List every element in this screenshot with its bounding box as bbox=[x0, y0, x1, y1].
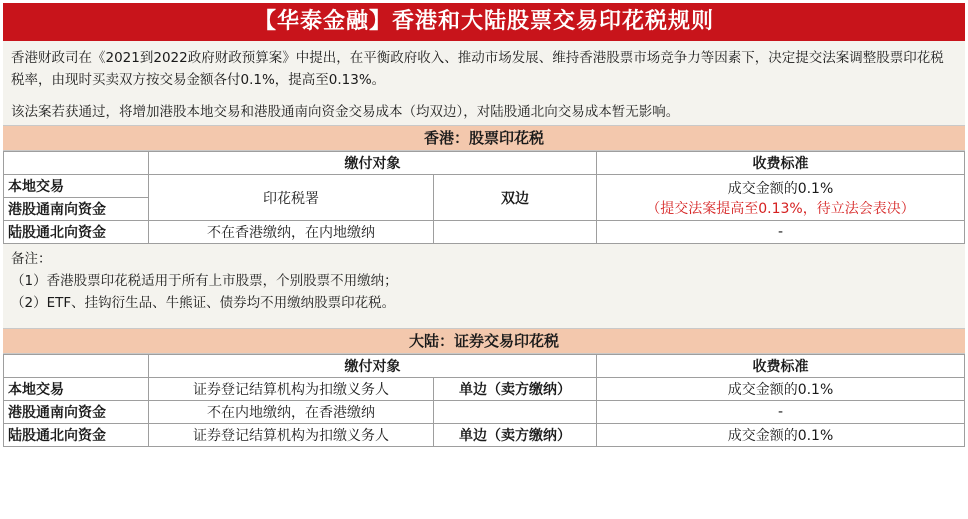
direction-cell: 双边 bbox=[434, 175, 597, 221]
row-label-south: 港股通南向资金 bbox=[4, 401, 149, 424]
row-label-local: 本地交易 bbox=[4, 378, 149, 401]
col-header-fee: 收费标准 bbox=[597, 152, 965, 175]
payer-cell: 印花税署 bbox=[149, 175, 434, 221]
fee-cell bbox=[597, 175, 965, 221]
direction-cell bbox=[434, 401, 597, 424]
intro-line-2: 该法案若获通过，将增加港股本地交易和港股通南向资金交易成本（均双边），对陆股通北向交易成本暂无影响。 bbox=[11, 104, 680, 120]
section-spacer bbox=[3, 320, 965, 328]
intro-paragraph bbox=[3, 41, 965, 125]
fee-main-text: 成交金额的0.1% bbox=[727, 180, 834, 197]
direction-cell: 单边（卖方缴纳） bbox=[434, 378, 597, 401]
row-label-north: 陆股通北向资金 bbox=[4, 221, 149, 244]
cn-stamp-duty-table bbox=[3, 354, 965, 447]
table-row bbox=[4, 424, 965, 447]
intro-line-1: 香港财政司在《2021到2022政府财政预算案》中提出，在平衡政府收入、推动市场发展、维持香港股票市场竞争力等因素下，决定提交法案调整股票印花税税率，由现时买卖双方按交易金额各付0.1%，提高至0.13%。 bbox=[11, 50, 944, 88]
col-header-fee: 收费标准 bbox=[597, 355, 965, 378]
payer-cell: 不在内地缴纳，在香港缴纳 bbox=[149, 401, 434, 424]
notes-block bbox=[3, 244, 965, 320]
hk-stamp-duty-table bbox=[3, 151, 965, 244]
payer-cell: 不在香港缴纳，在内地缴纳 bbox=[149, 221, 434, 244]
notes-item-1: （1）香港股票印花税适用于所有上市股票，个别股票不用缴纳； bbox=[11, 273, 398, 289]
page-title: 【华泰金融】香港和大陆股票交易印花税规则 bbox=[3, 3, 965, 41]
table-header-row bbox=[4, 152, 965, 175]
fee-cell: 成交金额的0.1% bbox=[597, 424, 965, 447]
row-label-north: 陆股通北向资金 bbox=[4, 424, 149, 447]
notes-item-2: （2）ETF、挂钩衍生品、牛熊证、债券均不用缴纳股票印花税。 bbox=[11, 295, 396, 311]
notes-label: 备注： bbox=[11, 251, 52, 267]
col-header-payer: 缴付对象 bbox=[149, 355, 597, 378]
direction-cell: 单边（卖方缴纳） bbox=[434, 424, 597, 447]
table-row bbox=[4, 221, 965, 244]
payer-cell: 证券登记结算机构为扣缴义务人 bbox=[149, 378, 434, 401]
document-page bbox=[3, 3, 965, 519]
fee-cell: - bbox=[597, 221, 965, 244]
row-label-south: 港股通南向资金 bbox=[4, 198, 149, 221]
table-row bbox=[4, 378, 965, 401]
fee-cell: 成交金额的0.1% bbox=[597, 378, 965, 401]
payer-cell: 证券登记结算机构为扣缴义务人 bbox=[149, 424, 434, 447]
table-header-row bbox=[4, 355, 965, 378]
table-row bbox=[4, 401, 965, 424]
row-label-local: 本地交易 bbox=[4, 175, 149, 198]
fee-note-text: （提交法案提高至0.13%，待立法会表决） bbox=[646, 200, 915, 217]
table-row bbox=[4, 175, 965, 198]
hk-section-heading: 香港：股票印花税 bbox=[3, 125, 965, 151]
col-header-payer: 缴付对象 bbox=[149, 152, 597, 175]
direction-cell bbox=[434, 221, 597, 244]
header-blank-cell bbox=[4, 355, 149, 378]
cn-section-heading: 大陆：证券交易印花税 bbox=[3, 328, 965, 354]
fee-cell: - bbox=[597, 401, 965, 424]
header-blank-cell bbox=[4, 152, 149, 175]
